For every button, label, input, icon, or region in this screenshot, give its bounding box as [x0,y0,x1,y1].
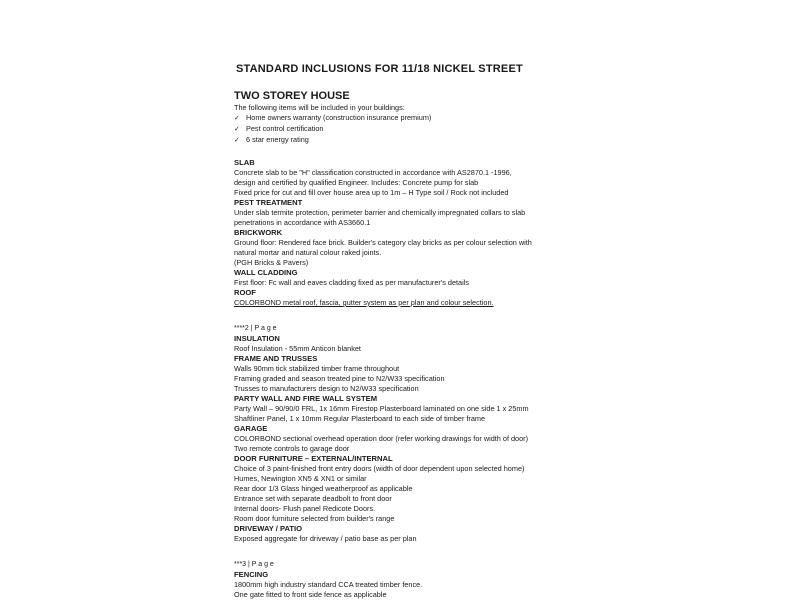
section-line: Room door furniture selected from builder's range [234,514,395,523]
section-heading: PARTY WALL AND FIRE WALL SYSTEM [234,394,378,403]
section-frame-and-trusses [234,354,574,394]
section-line: Party Wall – 90/90/0 FRL, 1x 16mm Firestop Plasterboard laminated on one side 1 x 25mm [234,404,529,413]
section-line: penetrations in accordance with AS3660.1 [234,218,371,227]
section-heading: INSULATION [234,334,280,343]
section-pest-treatment [234,198,574,228]
checkmark-icon: ✓ [234,126,240,133]
section-wall-cladding [234,268,574,288]
document-title: STANDARD INCLUSIONS FOR 11/18 NICKEL STREET [236,63,523,75]
section-line: Fixed price for cut and fill over house area up to 1m – H Type soil / Rock not included [234,188,509,197]
section-line: Walls 90mm tick stabilized timber frame throughout [234,364,400,373]
section-line: COLORBOND sectional overhead operation door (refer working drawings for width of door) [234,434,529,443]
intro-text: The following items will be included in your buildings: [234,103,405,112]
section-line: Trusses to manufacturers design to N2/W33 specification [234,384,419,393]
section-line: design and certified by qualified Engineer. Includes: Concrete pump for slab [234,178,479,187]
section-brickwork [234,228,574,268]
house-type-heading: TWO STOREY HOUSE [234,90,350,102]
section-heading: SLAB [234,158,255,167]
document-page [234,62,574,600]
section-slab [234,158,574,198]
section-line: Roof Insulation - 55mm Anticon blanket [234,344,361,353]
section-line: (PGH Bricks & Pavers) [234,258,309,267]
section-line: 1800mm high industry standard CCA treated timber fence. [234,580,423,589]
section-garage [234,424,574,454]
section-line: Under slab termite protection, perimeter barrier and chemically impregnated collars to slab [234,208,526,217]
section-line: Concrete slab to be "H" classification constructed in accordance with AS2870.1 -1996, [234,168,512,177]
section-heading: BRICKWORK [234,228,283,237]
section-line: Exposed aggregate for driveway / patio base as per plan [234,534,417,543]
section-door-furniture [234,454,574,524]
section-line: Internal doors- Flush panel Redicote Doors. [234,504,376,513]
section-line: Entrance set with separate deadbolt to front door [234,494,392,503]
section-heading: DOOR FURNITURE – EXTERNAL/INTERNAL [234,454,393,463]
section-heading: FENCING [234,570,269,579]
section-fencing [234,570,574,600]
section-roof [234,288,574,308]
section-heading: PEST TREATMENT [234,198,303,207]
section-line: Ground floor: Rendered face brick. Builder's category clay bricks as per colour selection with [234,238,532,247]
section-heading: GARAGE [234,424,268,433]
section-line: Two remote controls to garage door [234,444,350,453]
section-line: Shaftliner Panel, 1 x 10mm Regular Plasterboard to each side of timber frame [234,414,486,423]
section-driveway-patio [234,524,574,544]
checklist-item-text: 6 star energy rating [246,135,309,144]
section-heading: DRIVEWAY / PATIO [234,524,303,533]
section-line: Framing graded and season treated pine to N2/W33 specification [234,374,445,383]
page-marker: ***3 | P a g e [234,561,274,568]
checklist-item-text: Home owners warranty (construction insurance premium) [246,113,432,122]
section-heading: FRAME AND TRUSSES [234,354,318,363]
section-line: Rear door 1/3 Glass hinged weatherproof as applicable [234,484,413,493]
inclusions-checklist [234,113,574,146]
section-line: natural mortar and natural colour raked joints. [234,248,382,257]
checklist-item [234,135,574,146]
checklist-item [234,124,574,135]
section-heading: ROOF [234,288,256,297]
checkmark-icon: ✓ [234,115,240,122]
section-line: First floor: Fc wall and eaves cladding fixed as per manufacturer's details [234,278,470,287]
section-line: Choice of 3 paint-finished front entry doors (width of door dependent upon selected home) [234,464,525,473]
page-marker: ****2 | P a g e [234,325,277,332]
checklist-item-text: Pest control certification [246,124,324,133]
section-heading: WALL CLADDING [234,268,298,277]
checklist-item [234,113,574,124]
section-line: Humes, Newington XN5 & XN1 or similar [234,474,367,483]
section-line: One gate fitted to front side fence as applicable [234,590,387,599]
section-line: COLORBOND metal roof, fascia, gutter system as per plan and colour selection. [234,298,494,307]
section-insulation [234,334,574,354]
section-party-wall [234,394,574,424]
checkmark-icon: ✓ [234,137,240,144]
